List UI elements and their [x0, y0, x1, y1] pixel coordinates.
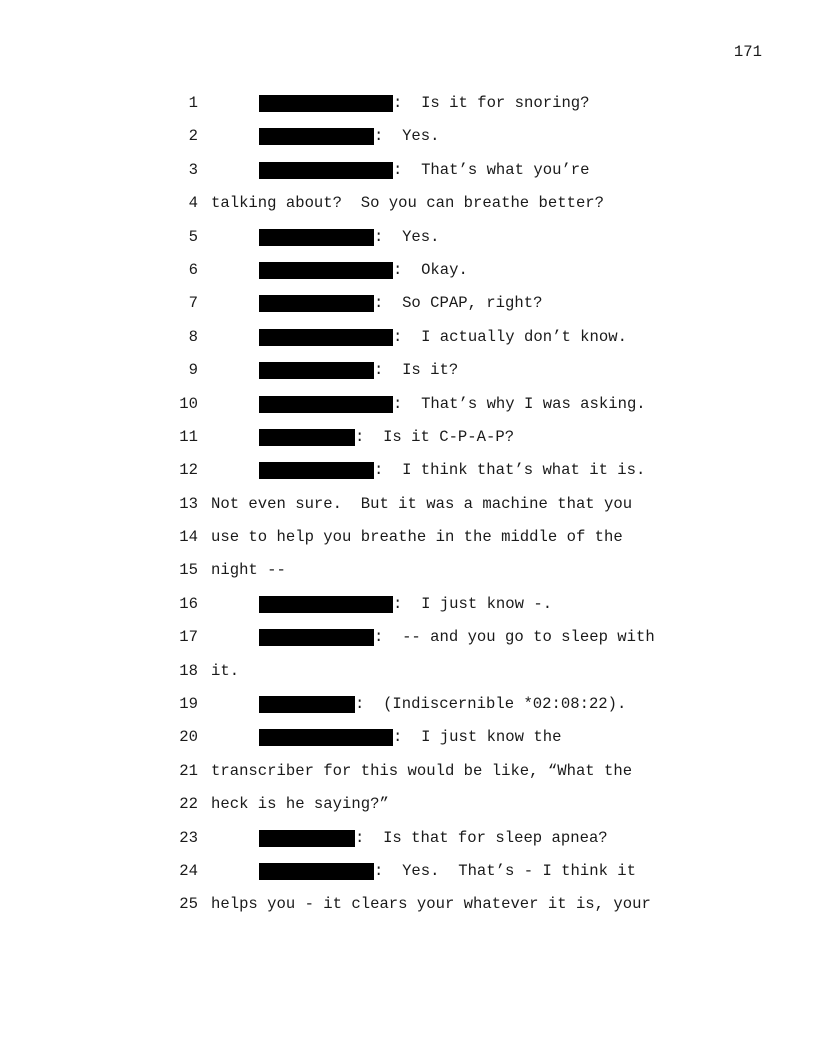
- redacted-speaker-name: [259, 95, 393, 112]
- transcript-line: [0, 591, 816, 624]
- transcript-body: [0, 90, 816, 925]
- line-text: : I actually don’t know.: [393, 327, 627, 346]
- transcript-line: [0, 491, 816, 524]
- line-text: : Is it C-P-A-P?: [355, 427, 515, 446]
- line-text: night --: [211, 561, 286, 580]
- line-number: 8: [188, 327, 198, 346]
- line-number: 18: [179, 661, 198, 680]
- line-text: : So CPAP, right?: [374, 294, 543, 313]
- redacted-speaker-name: [259, 229, 374, 246]
- transcript-line: [0, 257, 816, 290]
- transcript-line: [0, 190, 816, 223]
- transcript-line: [0, 825, 816, 858]
- transcript-line: [0, 357, 816, 390]
- line-text: : I just know -.: [393, 594, 553, 613]
- transcript-line: [0, 557, 816, 590]
- transcript-line: [0, 123, 816, 156]
- line-number: 19: [179, 695, 198, 714]
- transcript-line: [0, 90, 816, 123]
- line-number: 4: [188, 194, 198, 213]
- line-number: 17: [179, 628, 198, 647]
- line-number: 7: [188, 294, 198, 313]
- redacted-speaker-name: [259, 429, 355, 446]
- line-number: 23: [179, 828, 198, 847]
- line-number: 13: [179, 494, 198, 513]
- transcript-line: [0, 891, 816, 924]
- transcript-line: [0, 724, 816, 757]
- transcript-line: [0, 391, 816, 424]
- transcript-line: [0, 224, 816, 257]
- line-text: : That’s why I was asking.: [393, 394, 646, 413]
- redacted-speaker-name: [259, 128, 374, 145]
- page-number: 171: [733, 43, 762, 61]
- redacted-speaker-name: [259, 830, 355, 847]
- line-text: : (Indiscernible *02:08:22).: [355, 695, 627, 714]
- line-number: 2: [188, 127, 198, 146]
- line-text: talking about? So you can breathe better?: [211, 194, 605, 213]
- line-number: 11: [179, 427, 198, 446]
- line-text: heck is he saying?”: [211, 795, 389, 814]
- line-text: helps you - it clears your whatever it is, your: [211, 895, 651, 914]
- line-text: : Yes.: [374, 227, 440, 246]
- transcript-line: [0, 424, 816, 457]
- line-text: : I just know the: [393, 728, 562, 747]
- redacted-speaker-name: [259, 396, 393, 413]
- line-number: 20: [179, 728, 198, 747]
- redacted-speaker-name: [259, 462, 374, 479]
- line-number: 14: [179, 528, 198, 547]
- line-number: 1: [188, 94, 198, 112]
- line-number: 24: [179, 861, 198, 880]
- line-text: : I think that’s what it is.: [374, 461, 646, 480]
- line-number: 12: [179, 461, 198, 480]
- line-text: it.: [211, 661, 240, 680]
- transcript-line: [0, 858, 816, 891]
- transcript-line: [0, 791, 816, 824]
- line-text: transcriber for this would be like, “What the: [211, 761, 633, 780]
- line-number: 5: [188, 227, 198, 246]
- redacted-speaker-name: [259, 362, 374, 379]
- line-text: use to help you breathe in the middle of the: [211, 528, 623, 547]
- transcript-line: [0, 524, 816, 557]
- redacted-speaker-name: [259, 596, 393, 613]
- transcript-line: [0, 157, 816, 190]
- line-text: : Okay.: [393, 260, 468, 279]
- transcript-line: [0, 457, 816, 490]
- line-text: : Is it?: [374, 361, 459, 380]
- line-text: : Is that for sleep apnea?: [355, 828, 608, 847]
- redacted-speaker-name: [259, 863, 374, 880]
- line-text: : -- and you go to sleep with: [374, 628, 655, 647]
- transcript-line: [0, 324, 816, 357]
- redacted-speaker-name: [259, 629, 374, 646]
- line-number: 9: [188, 361, 198, 380]
- line-number: 25: [179, 895, 198, 914]
- redacted-speaker-name: [259, 329, 393, 346]
- line-number: 6: [188, 260, 198, 279]
- line-number: 3: [188, 160, 198, 179]
- redacted-speaker-name: [259, 696, 355, 713]
- line-number: 10: [179, 394, 198, 413]
- line-number: 21: [179, 761, 198, 780]
- transcript-line: [0, 290, 816, 323]
- transcript-line: [0, 758, 816, 791]
- line-text: : Yes.: [374, 127, 440, 146]
- redacted-speaker-name: [259, 295, 374, 312]
- line-number: 16: [179, 594, 198, 613]
- transcript-line: [0, 691, 816, 724]
- line-number: 15: [179, 561, 198, 580]
- transcript-line: [0, 624, 816, 657]
- redacted-speaker-name: [259, 729, 393, 746]
- line-text: Not even sure. But it was a machine that you: [211, 494, 633, 513]
- line-text: : Yes. That’s - I think it: [374, 861, 637, 880]
- line-number: 22: [179, 795, 198, 814]
- redacted-speaker-name: [259, 262, 393, 279]
- transcript-line: [0, 658, 816, 691]
- line-text: : Is it for snoring?: [393, 94, 590, 112]
- redacted-speaker-name: [259, 162, 393, 179]
- line-text: : That’s what you’re: [393, 160, 590, 179]
